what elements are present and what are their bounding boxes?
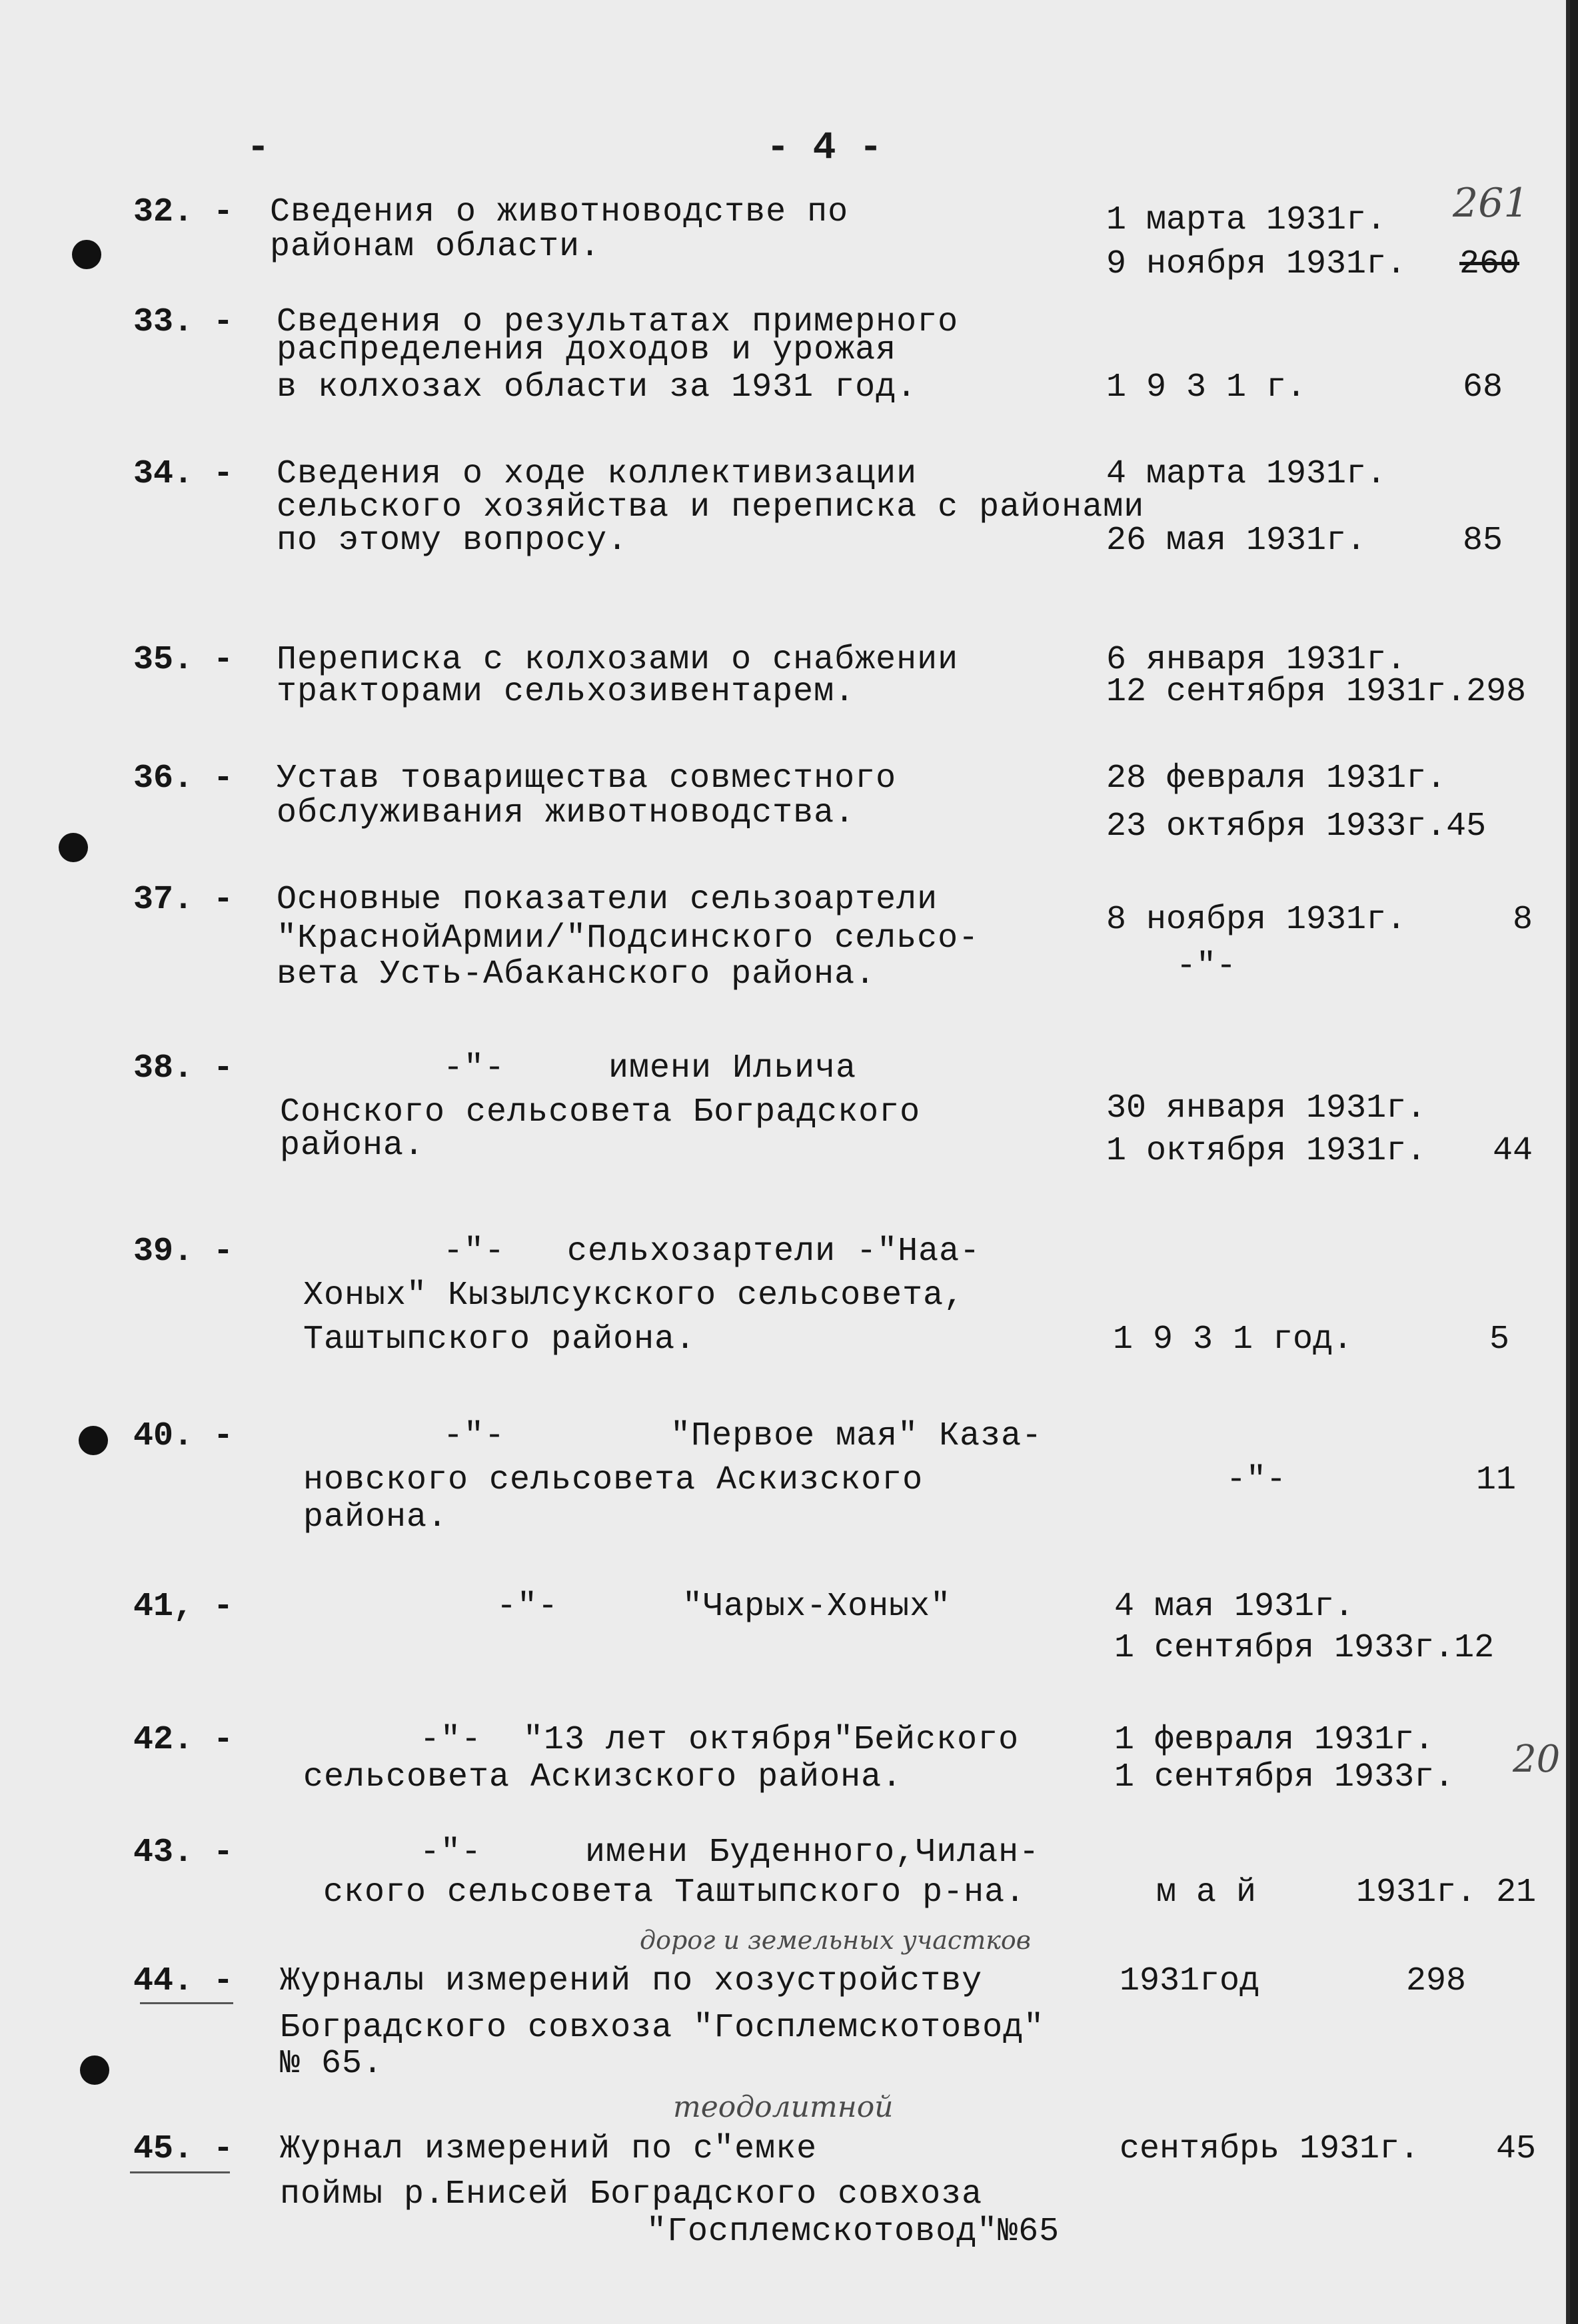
entry-date: 1 октября 1931г. [1106,1132,1427,1170]
entry-title-line: Устав товарищества совместного [277,760,897,798]
entry-date: -"- [1226,1461,1287,1499]
entry-number: 42. - [133,1721,234,1759]
entry-number: 45. - [133,2130,234,2168]
handwritten-underline [140,2002,233,2004]
entry-title-line: Сонского сельсовета Боградского [280,1093,921,1131]
entry-title-line: поймы р.Енисей Боградского совхоза [280,2175,983,2213]
entry-title-line: Таштыпского района. [303,1321,696,1359]
entry-date: 30 января 1931г. [1106,1089,1427,1127]
entry-title-line: вета Усть-Абаканского района. [277,955,876,993]
entry-sheet-count: 85 [1463,522,1503,560]
entry-number: 40. - [133,1417,234,1455]
page-dash: - [247,127,270,170]
punch-hole [79,1426,108,1455]
entry-title-line: сельсовета Аскизского района. [303,1758,903,1796]
entry-title-line: Сведения о животноводстве по [270,193,849,231]
entry-title-line: -"- "Первое мая" Каза- [443,1417,1043,1455]
entry-sheet-count: 44 [1493,1132,1533,1170]
entry-title-line: Основные показатели сельзоартели [277,881,938,919]
entry-sheet-count: 45 [1496,2130,1537,2168]
entry-date: 1 9 3 1 год. [1113,1321,1353,1359]
entry-date: 9 ноября 1931г. [1106,245,1407,283]
entry-number: 38. - [133,1049,234,1087]
entry-title-line: обслуживания животноводства. [277,794,856,832]
entry-number: 33. - [133,303,234,341]
entry-title-line: № 65. [280,2045,384,2083]
entry-number: 35. - [133,641,234,679]
entry-title-line: района. [280,1127,425,1165]
entry-title-line: -"- "Чарых-Хоных" [496,1588,952,1626]
entry-sheet-count: 68 [1463,368,1503,406]
entry-title-line: -"- "13 лет октября"Бейского [420,1721,1020,1759]
entry-title-line: ского сельсовета Таштыпского р-на. [323,1874,1026,1912]
entry-title-line: Переписка с колхозами о снабжении [277,641,959,679]
entry-date: 23 октября 1933г.45 [1106,808,1487,846]
handwritten-underline [130,2171,230,2173]
entry-title-line: Журналы измерений по хозустройству [280,1962,983,2000]
entry-number: 43. - [133,1834,234,1872]
entry-number: 44. - [133,1962,234,2000]
entry-date: 28 февраля 1931г. [1106,760,1447,798]
entry-sheet-count: 11 [1476,1461,1517,1499]
entry-title-line: -"- имени Буденного,Чилан- [420,1834,1040,1872]
entry-date: -"- [1176,947,1237,985]
entry-title-line: новского сельсовета Аскизского [303,1461,924,1499]
entry-number: 36. - [133,760,234,798]
entry-title-line: "КраснойАрмии/"Подсинского сельсо- [277,919,980,957]
entry-number: 39. - [133,1233,234,1271]
entry-title-line: "Госплемскотовод"№65 [646,2213,1060,2251]
punch-hole [59,833,88,862]
entry-sheet-count: 8 [1513,901,1533,939]
entry-date: 12 сентября 1931г.298 [1106,673,1527,711]
entry-date: 4 марта 1931г. [1106,455,1387,493]
entry-title-line: в колхозах области за 1931 год. [277,368,918,406]
entry-title-line: Сведения о ходе коллективизации [277,455,918,493]
entry-title-line: -"- имени Ильича [443,1049,857,1087]
entry-number: 41, - [133,1588,234,1626]
entry-title-line: тракторами сельхозивентарем. [277,673,856,711]
entry-date: 4 мая 1931г. [1114,1588,1355,1626]
handwritten-sheet-count: 20 [1513,1738,1561,1781]
entry-sheet-count: 298 [1406,1962,1467,2000]
handwritten-insertion: теодолитной [673,2090,894,2124]
entry-sheet-count: 5 [1489,1321,1510,1359]
handwritten-sheet-note: 261 [1453,180,1529,227]
entry-title-line: Журнал измерений по с"емке [280,2130,818,2168]
entry-date: 1 марта 1931г. [1106,201,1387,239]
entry-date: сентябрь 1931г. [1120,2130,1420,2168]
entry-number: 34. - [133,455,234,493]
entry-date: 1 9 3 1 г. [1106,368,1307,406]
entry-sheet-count: 260 [1459,245,1520,283]
entry-date: 1 сентября 1933г. [1114,1758,1455,1796]
entry-date: 6 января 1931г. [1106,641,1407,679]
entry-number: 32. - [133,193,234,231]
entry-date: 1931год [1120,1962,1260,2000]
entry-date: 1 сентября 1933г.12 [1114,1629,1495,1667]
punch-hole [72,240,101,269]
entry-title-line: районам области. [270,228,601,266]
handwritten-insertion: дорог и земельных участков [640,1926,1031,1955]
page-number: - 4 - [766,127,883,170]
entry-date: 1 февраля 1931г. [1114,1721,1435,1759]
entry-title-line: по этому вопросу. [277,522,628,560]
entry-number: 37. - [133,881,234,919]
entry-title-line: сельского хозяйства и переписка с районами [277,488,1145,526]
entry-date: 26 мая 1931г. [1106,522,1367,560]
entry-date: м а й 1931г. 21 [1156,1874,1537,1912]
punch-hole [80,2055,109,2085]
entry-title-line: района. [303,1498,448,1536]
entry-title-line: распределения доходов и урожая [277,331,897,369]
entry-title-line: Сведения о результатах примерного [277,303,959,341]
entry-date: 8 ноября 1931г. [1106,901,1407,939]
entry-title-line: -"- сельхозартели -"Наа- [443,1233,981,1271]
entry-title-line: Боградского совхоза "Госплемскотовод" [280,2009,1045,2047]
entry-title-line: Хоных" Кызылсукского сельсовета, [303,1277,965,1315]
